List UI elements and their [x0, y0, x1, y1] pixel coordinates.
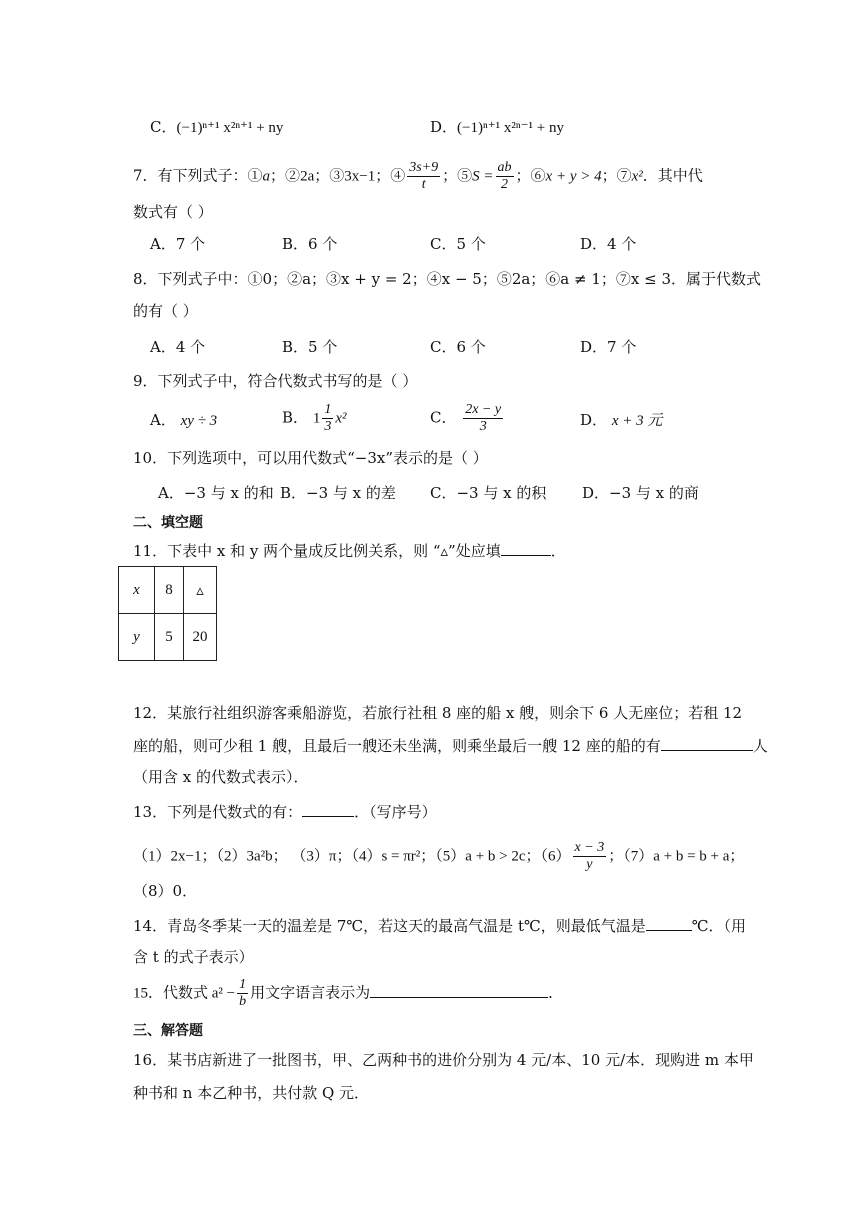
q9-option-b: B． 1 $\frac{1}{3}$ x²: [282, 402, 347, 434]
q13-fraction-6: $\frac{x - 3}{y}$: [574, 840, 605, 872]
q7-option-c: C．5 个: [430, 235, 486, 253]
q10-option-b: B．−3 与 x 的差: [280, 484, 396, 502]
q9-option-a: A． xy ÷ 3: [150, 411, 218, 429]
q10-option-c: C．−3 与 x 的积: [430, 484, 547, 502]
q12-line1: 12．某旅行社组织游客乘船游览，若旅行社租 8 座的船 x 艘，则余下 6 人无座位；若租 12: [133, 704, 743, 722]
q13-items: （1）2x−1；（2）3a²b； （3）π；（4）s = πr²；（5）a + b > 2c；（6） $\frac{x - 3}{y}$ ；（7）a + b = b + a；: [133, 840, 745, 872]
q11-table: [118, 566, 217, 661]
q16-line2: 种书和 n 本乙种书，共付款 Q 元．: [133, 1084, 370, 1102]
q10-option-a: A．−3 与 x 的和: [158, 484, 274, 502]
q6-option-d-expr: (−1)ⁿ⁺¹ x²ⁿ⁻¹ + ny: [457, 120, 564, 136]
q7-fraction-5: $\frac{ab}{2}$: [497, 160, 512, 192]
q7-option-d: D．4 个: [580, 235, 637, 253]
q13-stem: 13．下列是代数式的有： ．（写序号）: [133, 800, 437, 823]
table-cell: 20: [184, 614, 217, 661]
q12-line2: 座的船，则可少租 1 艘，且最后一艘还未坐满，则乘坐最后一艘 12 座的船的有 人: [133, 734, 768, 757]
q8-option-a: A．4 个: [150, 338, 206, 356]
q7-option-a: A．7 个: [150, 235, 206, 253]
q14-answer-blank: [646, 914, 692, 931]
q12-line3: （用含 x 的代数式表示）．: [133, 768, 309, 786]
q15-fraction: $\frac{1}{b}$: [239, 977, 247, 1009]
q9-stem: 9．下列式子中，符合代数式书写的是（ ）: [133, 372, 418, 390]
table-cell: ▵: [184, 567, 217, 614]
q11-stem: 11．下表中 x 和 y 两个量成反比例关系，则 “▵”处应填 ．: [133, 539, 566, 562]
q7-option-b: B．6 个: [282, 235, 338, 253]
q10-stem: 10．下列选项中，可以用代数式“−3x”表示的是（ ）: [133, 449, 488, 467]
q6-option-d: D．(−1)ⁿ⁺¹ x²ⁿ⁻¹ + ny: [430, 118, 564, 136]
q13-answer-blank: [302, 800, 354, 817]
table-cell: y: [119, 614, 155, 661]
q9-option-c-fraction: $\frac{2x - y}{3}$: [465, 402, 502, 434]
q14-line1: 14．青岛冬季某一天的温差是 7℃，若这天的最高气温是 t℃，则最低气温是 ℃．（用: [133, 914, 746, 937]
q7-fraction-4: $\frac{3s+9}{t}$: [409, 160, 439, 192]
q8-stem-line2: 的有（ ）: [133, 302, 198, 320]
q10-option-d: D．−3 与 x 的商: [582, 484, 699, 502]
q12-answer-blank: [661, 734, 753, 751]
q15-answer-blank: [370, 981, 548, 998]
q15-stem: 15．代数式 a² − $\frac{1}{b}$ 用文字语言表示为 ．: [133, 977, 564, 1009]
q9-option-b-fraction: $\frac{1}{3}$: [324, 402, 332, 434]
table-cell: x: [119, 567, 155, 614]
q9-option-d: D． x + 3 元: [580, 411, 663, 429]
q14-line2: 含 t 的式子表示）: [133, 948, 254, 966]
table-row: [119, 614, 217, 661]
q7-stem-line2: 数式有（ ）: [133, 203, 213, 221]
table-row: [119, 567, 217, 614]
q16-line1: 16．某书店新进了一批图书，甲、乙两种书的进价分别为 4 元/本、10 元/本．现购进 m 本甲: [133, 1051, 754, 1069]
q11-answer-blank: [501, 539, 551, 556]
q8-option-c: C．6 个: [430, 338, 486, 356]
section-heading-solve: 三、解答题: [133, 1023, 203, 1039]
table-cell: 8: [155, 567, 184, 614]
table-cell: 5: [155, 614, 184, 661]
q13-items-line2: （8）0．: [133, 882, 198, 900]
q7-stem: 7．有下列式子：①a；②2a；③3x−1；④ $\frac{3s+9}{t}$ ；⑤S = $\frac{ab}{2}$ ；⑥x + y > 4；⑦x²．其中代: [133, 160, 703, 192]
section-heading-fill-blank: 二、填空题: [133, 515, 203, 531]
q6-option-c-expr: (−1)ⁿ⁺¹ x²ⁿ⁺¹ + ny: [176, 120, 284, 136]
q8-option-d: D．7 个: [580, 338, 637, 356]
q9-option-c: C． $\frac{2x - y}{3}$: [430, 402, 502, 434]
q6-option-c: C．(−1)ⁿ⁺¹ x²ⁿ⁺¹ + ny: [150, 118, 284, 136]
q8-stem: 8．下列式子中：①0；②a；③x + y = 2；④x − 5；⑤2a；⑥a ≠ 1；⑦x ≤ 3．属于代数式: [133, 270, 762, 288]
q8-option-b: B．5 个: [282, 338, 338, 356]
